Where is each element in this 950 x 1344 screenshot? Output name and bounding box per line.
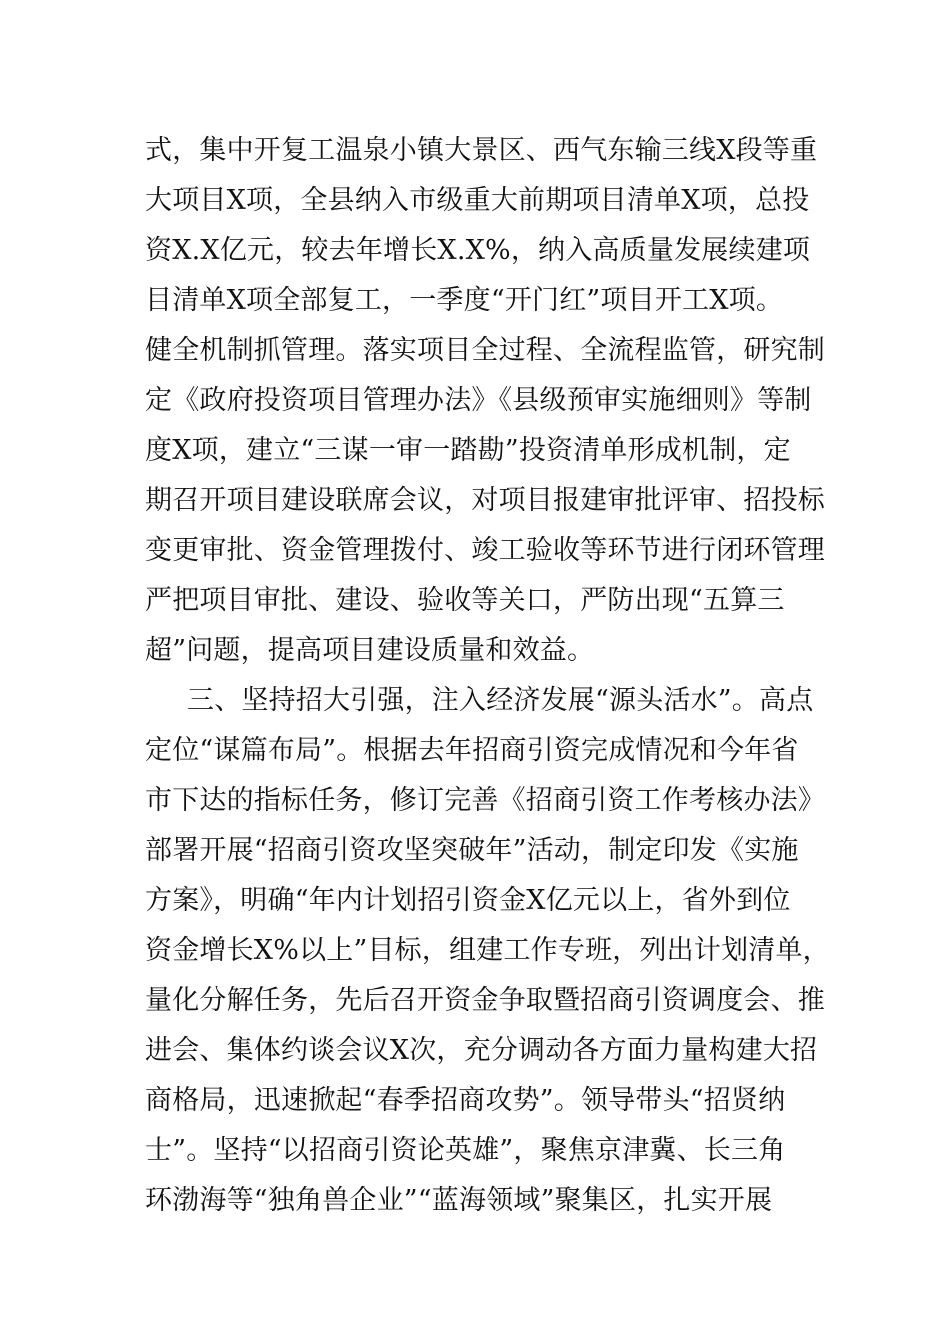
text-line: 期召开项目建设联席会议，对项目报建审批评审、招投标	[145, 485, 825, 516]
text-line: 超”问题，提高项目建设质量和效益。	[145, 635, 595, 666]
text-line: 商格局，迅速掀起“春季招商攻势”。领导带头“招贤纳	[145, 1085, 786, 1116]
text-line: 资金增长X%以上”目标，组建工作专班，列出计划清单，	[145, 935, 830, 966]
section-heading-line: 三、坚持招大引强，注入经济发展“源头活水”。高点	[187, 685, 814, 716]
text-line: 方案》，明确“年内计划招引资金X亿元以上，省外到位	[145, 885, 791, 916]
text-line: 目清单X项全部复工，一季度“开门红”项目开工X项。	[145, 285, 784, 316]
text-line: 进会、集体约谈会议X次，充分调动各方面力量构建大招	[145, 1035, 818, 1066]
text-line: 市下达的指标任务，修订完善《招商引资工作考核办法》	[145, 785, 825, 816]
text-line: 定位“谋篇布局”。根据去年招商引资完成情况和今年省	[145, 735, 799, 766]
text-line: 式，集中开复工温泉小镇大景区、西气东输三线X段等重	[145, 135, 818, 166]
text-line: 大项目X项，全县纳入市级重大前期项目清单X项，总投	[145, 185, 810, 216]
body-text	[145, 126, 830, 1226]
text-line: 严把项目审批、建设、验收等关口，严防出现“五算三	[145, 585, 785, 616]
text-line: 健全机制抓管理。落实项目全过程、全流程监管，研究制	[145, 335, 825, 366]
text-line: 量化分解任务，先后召开资金争取暨招商引资调度会、推	[145, 985, 825, 1016]
text-line: 士”。坚持“以招商引资论英雄”，聚焦京津冀、长三角	[145, 1135, 786, 1166]
text-line: 度X项，建立“三谋一审一踏勘”投资清单形成机制，定	[145, 435, 791, 466]
text-line: 环渤海等“独角兽企业”“蓝海领域”聚集区，扎实开展	[145, 1185, 773, 1216]
text-line: 部署开展“招商引资攻坚突破年”活动，制定印发《实施	[145, 835, 799, 866]
text-line: 资X.X亿元，较去年增长X.X%，纳入高质量发展续建项	[145, 235, 811, 266]
text-line: 变更审批、资金管理拨付、竣工验收等环节进行闭环管理	[145, 535, 825, 566]
text-line: 定《政府投资项目管理办法》《县级预审实施细则》等制	[145, 385, 812, 416]
